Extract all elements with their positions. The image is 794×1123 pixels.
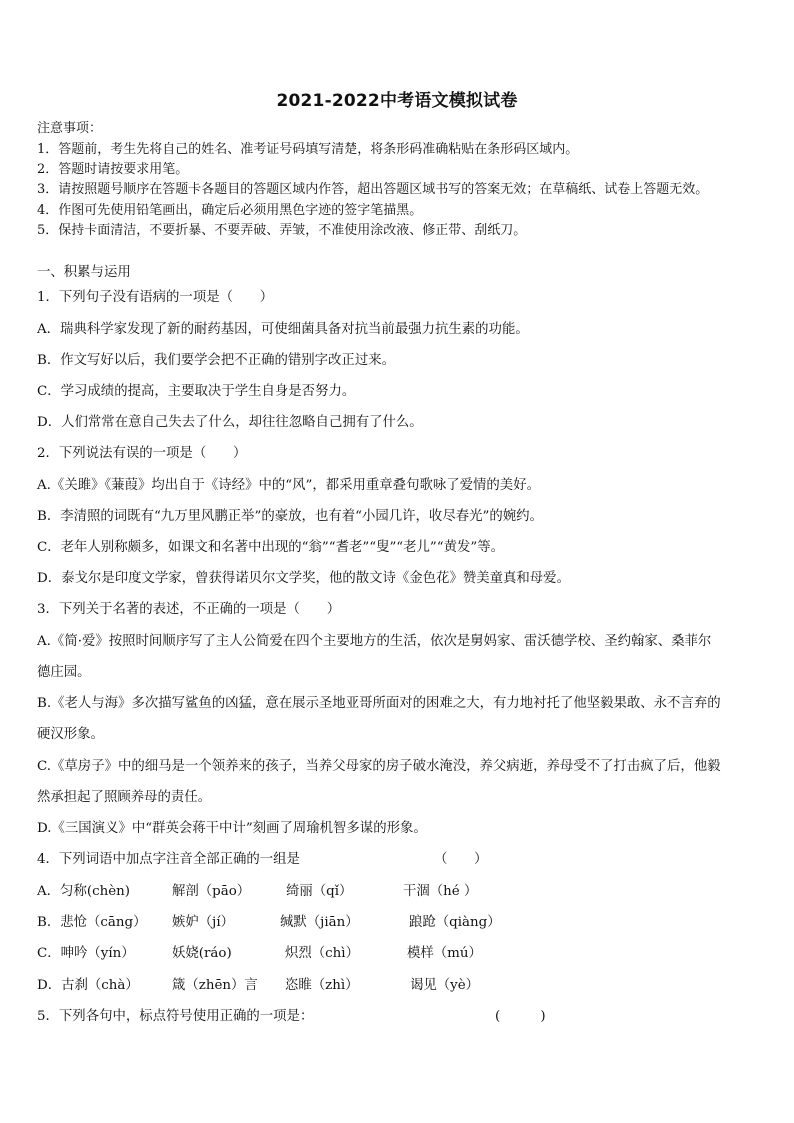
pinyin-item: 绮丽（qǐ）: [286, 884, 353, 899]
question-option: C.《草房子》中的细马是一个领养来的孩子，当养父母家的房子破水淹没，养父病逝，养母受不了打击疯了后，他毅: [37, 759, 721, 774]
pinyin-item: 干涸（hé ）: [403, 884, 478, 899]
question-option: D．人们常常在意自己失去了什么，却往往忽略自己拥有了什么。: [37, 415, 423, 430]
answer-paren: ( ): [495, 1009, 546, 1024]
pinyin-item: 缄默（jiān）: [280, 915, 359, 930]
pinyin-item: 恣睢（zhì）: [285, 978, 359, 993]
question-option: D.《三国演义》中“群英会蒋干中计”刻画了周瑜机智多谋的形象。: [37, 821, 427, 836]
question-option: C．老年人别称颇多，如课文和名著中出现的“翁”“耆老”“叟”“老儿”“黄发”等。: [37, 540, 505, 555]
pinyin-item: 妖娆(ráo): [172, 946, 232, 961]
pinyin-item: 模样（mú）: [407, 946, 482, 961]
answer-paren: （ ）: [434, 852, 488, 867]
section-heading: 一、积累与运用: [37, 265, 131, 280]
question-option: C．学习成绩的提高，主要取决于学生自身是否努力。: [37, 384, 356, 399]
question-stem: 2．下列说法有误的一项是（ ）: [37, 446, 247, 461]
question-option-cont: 然承担起了照顾养母的责任。: [37, 790, 212, 805]
pinyin-item: B．悲怆（cāng）: [37, 915, 147, 930]
notice-item: 4．作图可先使用铅笔画出，确定后必须用黑色字迹的签字笔描黑。: [37, 203, 423, 218]
pinyin-item: 炽烈（chì）: [285, 946, 359, 961]
notice-heading: 注意事项：: [37, 121, 103, 136]
question-stem: 3．下列关于名著的表述，不正确的一项是（ ）: [37, 602, 341, 617]
question-option: A．瑞典科学家发现了新的耐药基因，可使细菌具备对抗当前最强力抗生素的功能。: [37, 322, 529, 337]
question-stem: 5．下列各句中，标点符号使用正确的一项是：: [37, 1009, 314, 1024]
question-option: B.《老人与海》多次描写鲨鱼的凶猛，意在展示圣地亚哥所面对的困难之大，有力地衬托了他坚毅果敢、永不言弃的: [37, 696, 721, 711]
exam-title: 2021-2022中考语文模拟试卷: [276, 91, 518, 111]
question-option: B．李清照的词既有“九万里风鹏正举”的豪放，也有着“小园几许，收尽春光”的婉约。: [37, 509, 543, 524]
notice-item: 5．保持卡面清洁，不要折暴、不要弄破、弄皱，不准使用涂改液、修正带、刮纸刀。: [37, 223, 527, 238]
pinyin-item: D．古刹（chà）: [37, 978, 139, 993]
notice-item: 3．请按照题号顺序在答题卡各题目的答题区域内作答，超出答题区域书写的答案无效；在草稿纸、试卷上答题无效。: [37, 182, 709, 197]
question-option: D．泰戈尔是印度文学家，曾获得诺贝尔文学奖，他的散文诗《金色花》赞美童真和母爱。: [37, 571, 570, 586]
pinyin-item: 解剖（pāo）: [172, 884, 251, 899]
pinyin-item: C．呻吟（yín）: [37, 946, 135, 961]
pinyin-item: 谒见（yè）: [410, 978, 480, 993]
question-stem: 1．下列句子没有语病的一项是（ ）: [37, 290, 274, 305]
question-option: A.《关雎》《蒹葭》均出自于《诗经》中的“风”，都采用重章叠句歌咏了爱情的美好。: [37, 478, 540, 493]
question-option-cont: 德庄园。: [37, 665, 91, 680]
question-option: B．作文写好以后，我们要学会把不正确的错别字改正过来。: [37, 353, 395, 368]
question-option: A.《简·爱》按照时间顺序写了主人公简爱在四个主要地方的生活，依次是舅妈家、雷沃德学校、圣约翰家、桑菲尔: [37, 634, 712, 649]
notice-item: 2．答题时请按要求用笔。: [37, 162, 189, 177]
question-stem: 4．下列词语中加点字注音全部正确的一组是: [37, 852, 300, 867]
pinyin-item: 箴（zhēn）言: [172, 978, 258, 993]
pinyin-item: 嫉妒（jí）: [172, 915, 234, 930]
notice-item: 1．答题前，考生先将自己的姓名、准考证号码填写清楚，将条形码准确粘贴在条形码区域内。: [37, 142, 579, 157]
pinyin-item: A．匀称(chèn): [37, 884, 130, 899]
question-option-cont: 硬汉形象。: [37, 727, 104, 742]
pinyin-item: 踉跄（qiàng）: [409, 915, 501, 930]
